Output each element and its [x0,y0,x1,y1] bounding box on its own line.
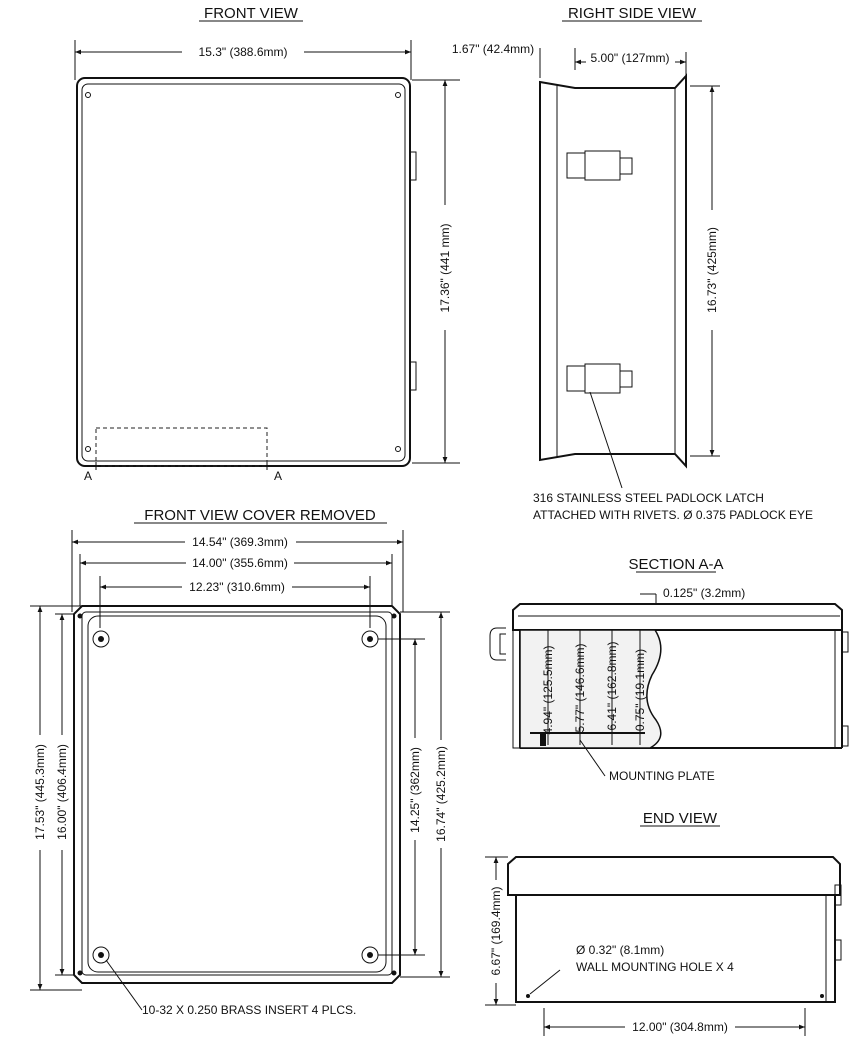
latch-note-line1: 316 STAINLESS STEEL PADLOCK LATCH [533,491,764,505]
end-height-dim: 6.67" (169.4mm) [489,886,503,976]
right-side-view [452,5,813,522]
section-depth1: 4.94" (125.5mm) [541,645,555,735]
cover-removed-view [30,507,450,1017]
brass-insert-tl [93,631,109,647]
front-view-title: FRONT VIEW [204,5,298,22]
front-view [75,5,460,483]
section-wall-dim: 0.125" (3.2mm) [663,586,746,600]
mounting-plate-note: MOUNTING PLATE [609,769,715,783]
cover-height-right: 16.74" (425.2mm) [434,746,448,842]
section-depth2: 5.77" (146.6mm) [573,643,587,733]
latch-note-line2: ATTACHED WITH RIVETS. Ø 0.375 PADLOCK EYE [533,508,814,522]
end-view [485,810,841,1036]
section-depth3: 6.41" (162.8mm) [605,641,619,731]
side-height-dim: 16.73" (425mm) [705,227,719,313]
hole-dim: Ø 0.32" (8.1mm) [576,943,665,957]
section-mark-right: A [273,469,283,483]
end-view-title: END VIEW [642,810,718,827]
section-mark-left: A [83,469,93,483]
cover-width-mid: 14.00" (355.6mm) [192,556,288,570]
section-depth4: 0.75" (19.1mm) [633,648,647,732]
cover-width-inner: 12.23" (310.6mm) [189,580,285,594]
cover-width-outer: 14.54" (369.3mm) [192,535,288,549]
side-body-dim: 5.00" (127mm) [590,51,670,65]
hole-note: WALL MOUNTING HOLE X 4 [576,960,734,974]
cover-removed-title: FRONT VIEW COVER REMOVED [144,507,376,524]
cover-height-inner: 14.25" (362mm) [408,747,422,833]
end-width-dim: 12.00" (304.8mm) [632,1020,728,1034]
section-aa-view [490,556,848,783]
section-title: SECTION A-A [628,556,724,573]
brass-insert-tr [362,631,378,647]
insert-note: 10-32 X 0.250 BRASS INSERT 4 PLCS. [142,1003,357,1017]
cover-height-outer: 17.53" (445.3mm) [33,744,47,840]
side-depth-dim: 1.67" (42.4mm) [451,42,535,56]
right-side-title: RIGHT SIDE VIEW [567,5,697,22]
cover-height-mid: 16.00" (406.4mm) [55,744,69,840]
front-width-dim: 15.3" (388.6mm) [198,45,288,59]
front-height-dim: 17.36" (441 mm) [438,223,452,313]
brass-insert-br [362,947,378,963]
